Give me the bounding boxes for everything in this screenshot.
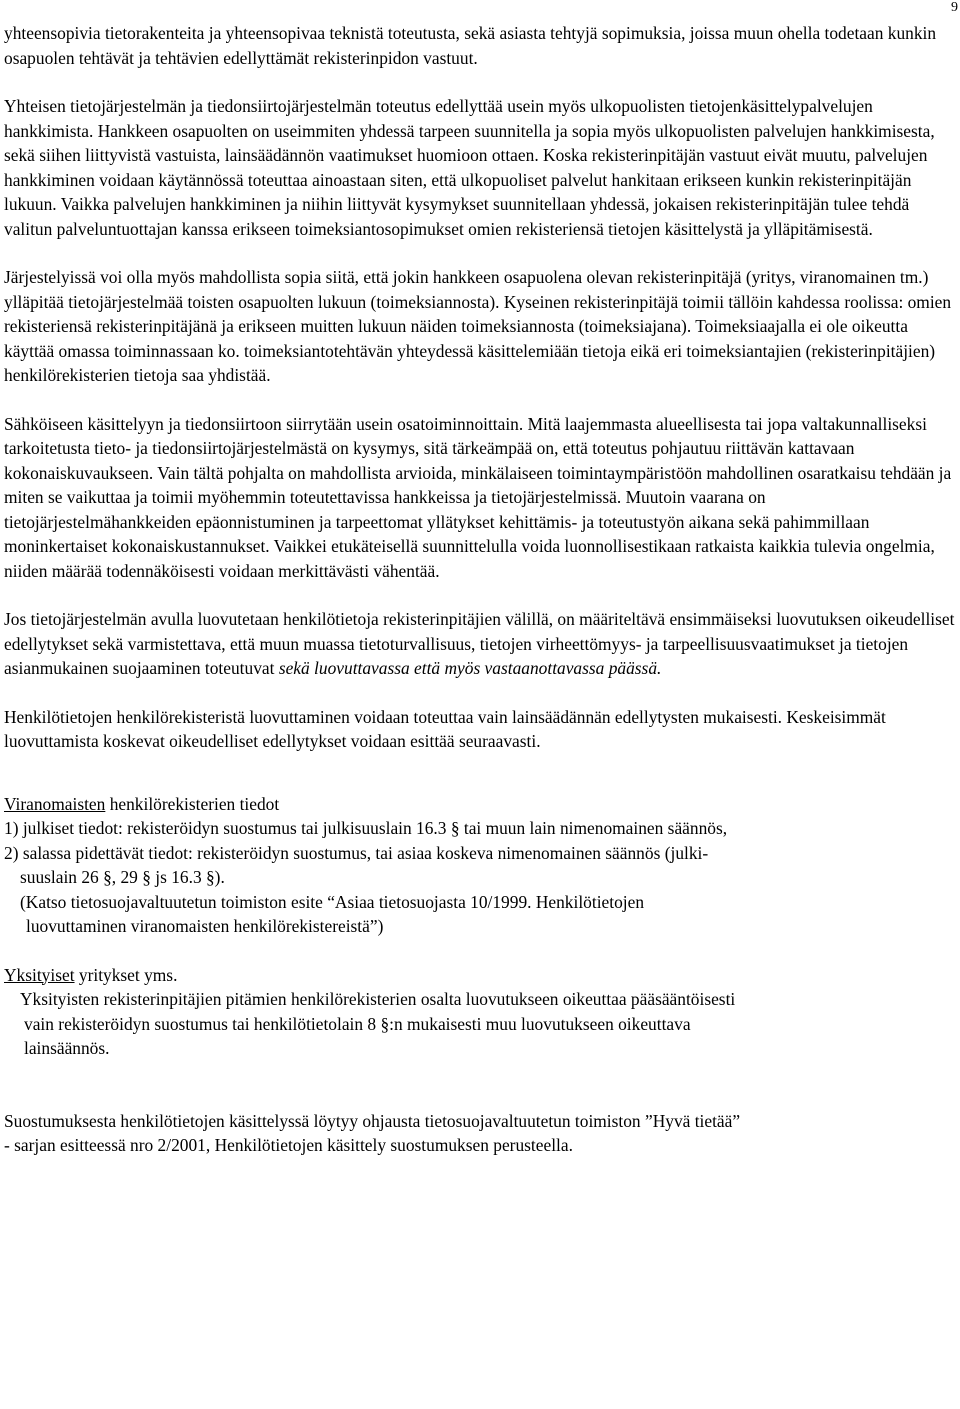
private-title-rest: yritykset yms.: [74, 964, 178, 985]
private-text-line: Yksityisten rekisterinpitäjien pitämien henkilörekisterien osalta luovutukseen oikeuttaa pääsääntöisesti: [20, 989, 736, 1009]
closing-text-line: Suostumuksesta henkilötietojen käsittelyssä löytyy ohjausta tietosuojavaltuutetun toimiston ”Hyvä tietää”: [4, 1110, 741, 1131]
disclosure-italic-text: sekä luovuttavassa että myös vastaanottavassa päässä.: [278, 658, 662, 678]
document-body: [4, 21, 956, 1158]
paragraph-legal-basis: Henkilötietojen henkilörekisteristä luovuttaminen voidaan toteuttaa vain lainsäädännän edellytysten mukaisesti. Keskeisimmät luovuttamista koskevat oikeudelliset edellytykset voidaan esittää seuraavasti.: [4, 706, 886, 751]
list-item-public-data: 1) julkiset tiedot: rekisteröidyn suostumus tai julkisuuslain 16.3 § tai muun lain nimenomainen säännös,: [4, 818, 728, 838]
section-title-authorities: [4, 792, 956, 817]
page-number: 9: [951, 0, 958, 15]
list-item-confidential-data-continued: suuslain 26 §, 29 § js 16.3 §).: [20, 867, 225, 887]
paragraph-shared-structures: yhteensopivia tietorakenteita ja yhteensopivaa teknistä toteutusta, sekä asiasta tehtyjä sopimuksia, joissa muun ohella todetaan kunkin osapuolen tehtävät ja tehtävien edellyttämät rekisterinpidon vastuut.: [4, 23, 937, 68]
paragraph-phased-transition: Sähköiseen käsittelyyn ja tiedonsiirtoon siirrytään usein osatoiminnoittain. Mitä laajemmasta alueellisesta tai jopa valtakunnalliseksi tarkoitetusta tieto- ja tiedonsiirtojärjestelmästä on kysymys, sitä tärkeämpää on, että toteutus pohjautuu riittävän kattavaan kokonaiskuvaukseen. Vain tältä pohjalta on mahdollista arvioida, minkälaiseen toimintaympäristöön mahdollinen osaratkaisu tehdään ja miten se vaikuttaa ja toimii myöhemmin toteutettavissa hankkeissa ja tietojärjestelmissä. Muutoin vaarana on tietojärjestelmähankkeiden epäonnistuminen ja tarpeettomat yllätykset kehittämis- ja toteutustyön aikana sekä pahimmillaan moninkertaiset kokonaiskustannukset. Vaikkei etukäteisellä suunnittelulla voida luonnollisestikaan ratkaista kaikkia tulevia ongelmia, niiden määrää todennäköisesti voidaan merkittävästi vähentää.: [4, 413, 952, 581]
private-text-line: lainsäännös.: [24, 1038, 110, 1058]
authorities-title-underlined: Viranomaisten: [4, 793, 106, 814]
private-text-line: vain rekisteröidyn suostumus tai henkilötietolain 8 §:n mukaisesti muu luovutukseen oikeuttava: [24, 1013, 691, 1034]
authorities-title-rest: henkilörekisterien tiedot: [105, 793, 280, 814]
note-brochure-reference: (Katso tietosuojavaltuutetun toimiston esite “Asiaa tietosuojasta 10/1999. Henkilötietojen: [20, 891, 645, 912]
paragraph-roles: Järjestelyissä voi olla myös mahdollista sopia siitä, että jokin hankkeen osapuolena olevan rekisterinpitäjä (yritys, viranomainen tm.) ylläpitää tietojärjestelmää toisten osapuolten lukuun (toimeksiannosta). Kyseinen rekisterinpitäjä toimii tällöin kahdessa roolissa: omien rekisteriensä rekisterinpitäjänä ja erikseen muitten lukuun näiden toimeksiannosta (toimeksiajana). Toimeksiaajalla ei ole oikeutta käyttää omassa toiminnassaan ko. toimeksiantotehtävän yhteydessä käsittelemiään tietoja eikä eri toimeksiantajien (rekisterinpitäjien) henkilörekisterien tietoja saa yhdistää.: [4, 267, 952, 385]
disclosure-text: Jos tietojärjestelmän avulla luovutetaan henkilötietoja rekisterinpitäjien välillä, on määriteltävä ensimmäiseksi luovutuksen oikeudelliset edellytykset sekä varmistettava, että muun muassa tietoturvallisuus, tietojen virheettömyys- ja tarpeellisuusvaatimukset ja tietojen asianmukainen suojaaminen toteutuvat: [4, 609, 955, 678]
paragraph-outsourcing: Yhteisen tietojärjestelmän ja tiedonsiirtojärjestelmän toteutus edellyttää usein myös ulkopuolisten tietojenkäsittelypalvelujen hankkimista. Hankkeen osapuolten on useimmiten yhdessä tarpeen suunnitella ja sopia myös ulkopuolisten palvelujen hankkimisesta, sekä siihen liittyvistä vastuista, lainsäädännön vaatimukset huomioon ottaen. Koska rekisterinpitäjän vastuut eivät muutu, palvelujen hankkiminen voidaan käytännössä toteuttaa ainoastaan siten, että ulkopuoliset palvelut hankitaan erikseen kunkin rekisterinpitäjän lukuun. Vaikka palvelujen hankkiminen ja niihin liittyvät kysymykset suunnitellaan yhdessä, jokaisen rekisterinpitäjän tulee tehdä valitun palveluntuottajan kanssa erikseen toimeksiantosopimukset omien rekisteriensä tietojen käsittelystä ja ylläpitämisestä.: [4, 96, 935, 239]
private-title-underlined: Yksityiset: [4, 964, 75, 985]
section-title-private: [4, 963, 956, 988]
list-item-confidential-data: 2) salassa pidettävät tiedot: rekisteröidyn suostumus, tai asiaa koskeva nimenomainen säännös (julki-: [4, 842, 709, 863]
closing-text-line: - sarjan esitteessä nro 2/2001, Henkilötietojen käsittely suostumuksen perusteella.: [4, 1135, 573, 1155]
note-brochure-reference-continued: luovuttaminen viranomaisten henkilörekistereistä”): [26, 916, 384, 936]
paragraph-disclosure-requirements: [4, 607, 956, 681]
